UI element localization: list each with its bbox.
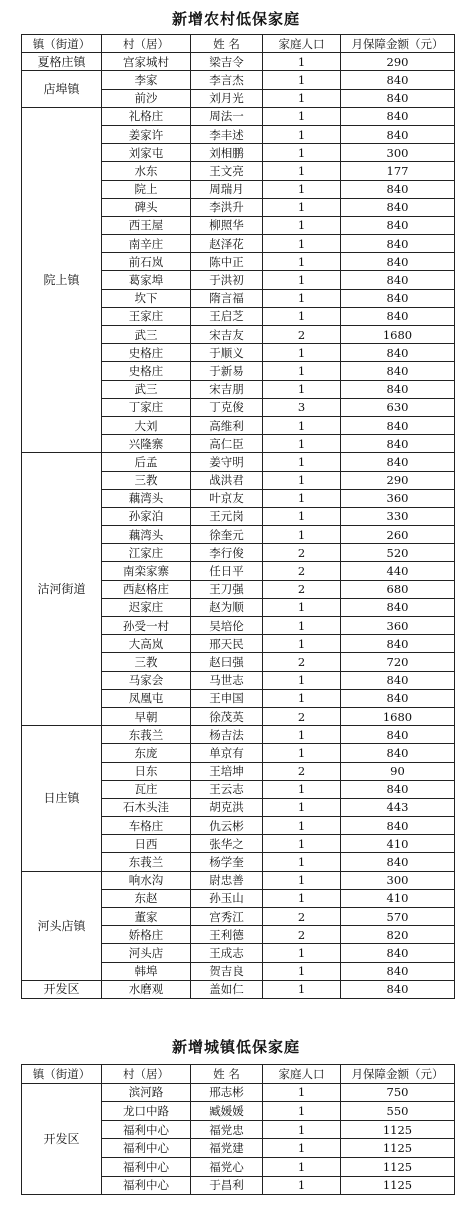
town-cell: 夏格庄镇 [22, 53, 102, 71]
family-size-cell: 1 [263, 362, 341, 380]
family-size-cell: 2 [263, 326, 341, 344]
village-cell: 藕湾头 [102, 526, 191, 544]
family-size-cell: 1 [263, 671, 341, 689]
name-cell: 叶京友 [191, 489, 263, 507]
name-cell: 战洪君 [191, 471, 263, 489]
family-size-cell: 1 [263, 53, 341, 71]
village-cell: 姜家许 [102, 125, 191, 143]
family-size-cell: 1 [263, 962, 341, 980]
name-cell: 福党建 [191, 1139, 263, 1158]
monthly-amount-cell: 720 [341, 653, 455, 671]
name-cell: 胡克洪 [191, 798, 263, 816]
village-cell: 东莪兰 [102, 726, 191, 744]
name-cell: 王申国 [191, 689, 263, 707]
village-cell: 武三 [102, 380, 191, 398]
family-size-cell: 2 [263, 926, 341, 944]
family-size-cell: 1 [263, 253, 341, 271]
family-size-cell: 1 [263, 344, 341, 362]
name-cell: 梁吉令 [191, 53, 263, 71]
village-cell: 车格庄 [102, 817, 191, 835]
family-size-cell: 1 [263, 216, 341, 234]
monthly-amount-cell: 820 [341, 926, 455, 944]
monthly-amount-cell: 840 [341, 671, 455, 689]
monthly-amount-cell: 840 [341, 598, 455, 616]
family-size-cell: 1 [263, 598, 341, 616]
monthly-amount-cell: 570 [341, 908, 455, 926]
name-cell: 于顺义 [191, 344, 263, 362]
village-cell: 河头店 [102, 944, 191, 962]
monthly-amount-cell: 90 [341, 762, 455, 780]
village-cell: 院上 [102, 180, 191, 198]
monthly-amount-cell: 1125 [341, 1176, 455, 1195]
name-cell: 王成志 [191, 944, 263, 962]
village-cell: 史格庄 [102, 362, 191, 380]
monthly-amount-cell: 520 [341, 544, 455, 562]
table-row [22, 71, 455, 89]
family-size-cell: 1 [263, 507, 341, 525]
village-cell: 东庞 [102, 744, 191, 762]
village-cell: 孙家泊 [102, 507, 191, 525]
name-cell: 于新易 [191, 362, 263, 380]
name-cell: 邢天民 [191, 635, 263, 653]
family-size-cell: 2 [263, 562, 341, 580]
family-size-cell: 2 [263, 707, 341, 725]
urban-low-income-table [21, 1064, 455, 1195]
monthly-amount-cell: 1680 [341, 326, 455, 344]
name-cell: 臧媛媛 [191, 1102, 263, 1121]
monthly-amount-cell: 440 [341, 562, 455, 580]
village-cell: 凤凰屯 [102, 689, 191, 707]
town-cell: 日庄镇 [22, 726, 102, 872]
town-cell: 店埠镇 [22, 71, 102, 107]
village-cell: 石木头洼 [102, 798, 191, 816]
name-cell: 杨吉法 [191, 726, 263, 744]
family-size-cell: 1 [263, 416, 341, 434]
family-size-cell: 2 [263, 762, 341, 780]
table-row [22, 726, 455, 744]
village-cell: 迟家庄 [102, 598, 191, 616]
family-size-cell: 1 [263, 871, 341, 889]
monthly-amount-cell: 840 [341, 435, 455, 453]
family-size-cell: 1 [263, 835, 341, 853]
monthly-amount-cell: 840 [341, 271, 455, 289]
family-size-cell: 1 [263, 1139, 341, 1158]
family-size-cell: 1 [263, 71, 341, 89]
village-cell: 东莪兰 [102, 853, 191, 871]
name-cell: 单京有 [191, 744, 263, 762]
monthly-amount-cell: 550 [341, 1102, 455, 1121]
header-row [22, 35, 455, 53]
family-size-cell: 1 [263, 380, 341, 398]
village-cell: 大高岚 [102, 635, 191, 653]
family-size-cell: 1 [263, 889, 341, 907]
table-row [22, 53, 455, 71]
monthly-amount-cell: 840 [341, 380, 455, 398]
village-cell: 大刘 [102, 416, 191, 434]
village-cell: 娇格庄 [102, 926, 191, 944]
family-size-cell: 1 [263, 180, 341, 198]
monthly-amount-cell: 840 [341, 726, 455, 744]
monthly-amount-cell: 840 [341, 362, 455, 380]
name-cell: 贺吉良 [191, 962, 263, 980]
name-cell: 于洪初 [191, 271, 263, 289]
name-cell: 隋言福 [191, 289, 263, 307]
monthly-amount-cell: 1125 [341, 1120, 455, 1139]
family-size-cell: 2 [263, 908, 341, 926]
name-cell: 王刀强 [191, 580, 263, 598]
monthly-amount-cell: 840 [341, 125, 455, 143]
town-cell: 开发区 [22, 1083, 102, 1195]
name-cell: 王文亮 [191, 162, 263, 180]
monthly-amount-cell: 840 [341, 180, 455, 198]
monthly-amount-cell: 330 [341, 507, 455, 525]
village-cell: 韩埠 [102, 962, 191, 980]
name-cell: 李丰述 [191, 125, 263, 143]
monthly-amount-cell: 443 [341, 798, 455, 816]
family-size-cell: 1 [263, 689, 341, 707]
name-cell: 王培坤 [191, 762, 263, 780]
name-cell: 高仁臣 [191, 435, 263, 453]
name-cell: 柳照华 [191, 216, 263, 234]
monthly-amount-cell: 840 [341, 289, 455, 307]
family-size-cell: 1 [263, 289, 341, 307]
name-cell: 福党心 [191, 1157, 263, 1176]
name-cell: 马世志 [191, 671, 263, 689]
family-size-cell: 3 [263, 398, 341, 416]
monthly-amount-cell: 680 [341, 580, 455, 598]
name-cell: 杨学奎 [191, 853, 263, 871]
monthly-amount-cell: 260 [341, 526, 455, 544]
family-size-cell: 1 [263, 744, 341, 762]
family-size-cell: 1 [263, 798, 341, 816]
family-size-cell: 1 [263, 125, 341, 143]
village-cell: 前石岚 [102, 253, 191, 271]
family-size-cell: 1 [263, 271, 341, 289]
monthly-amount-cell: 840 [341, 307, 455, 325]
village-cell: 马家会 [102, 671, 191, 689]
family-size-cell: 1 [263, 944, 341, 962]
monthly-amount-cell: 840 [341, 853, 455, 871]
monthly-amount-cell: 840 [341, 744, 455, 762]
monthly-amount-cell: 840 [341, 689, 455, 707]
table-row [22, 1083, 455, 1102]
village-cell: 三教 [102, 653, 191, 671]
name-cell: 李洪升 [191, 198, 263, 216]
family-size-cell: 1 [263, 235, 341, 253]
village-cell: 日西 [102, 835, 191, 853]
monthly-amount-cell: 360 [341, 617, 455, 635]
name-cell: 姜守明 [191, 453, 263, 471]
table-row [22, 980, 455, 998]
monthly-amount-cell: 840 [341, 944, 455, 962]
monthly-amount-cell: 410 [341, 889, 455, 907]
village-cell: 礼格庄 [102, 107, 191, 125]
column-header: 家庭人口 [263, 1065, 341, 1084]
village-cell: 福利中心 [102, 1157, 191, 1176]
village-cell: 三教 [102, 471, 191, 489]
monthly-amount-cell: 750 [341, 1083, 455, 1102]
column-header: 村（居） [102, 1065, 191, 1084]
family-size-cell: 2 [263, 544, 341, 562]
family-size-cell: 1 [263, 144, 341, 162]
village-cell: 响水沟 [102, 871, 191, 889]
monthly-amount-cell: 840 [341, 980, 455, 998]
family-size-cell: 1 [263, 1083, 341, 1102]
monthly-amount-cell: 840 [341, 235, 455, 253]
name-cell: 李行俊 [191, 544, 263, 562]
name-cell: 盖如仁 [191, 980, 263, 998]
family-size-cell: 1 [263, 526, 341, 544]
village-cell: 滨河路 [102, 1083, 191, 1102]
village-cell: 东赵 [102, 889, 191, 907]
name-cell: 仇云彬 [191, 817, 263, 835]
family-size-cell: 1 [263, 453, 341, 471]
family-size-cell: 1 [263, 617, 341, 635]
village-cell: 碑头 [102, 198, 191, 216]
column-header: 姓 名 [191, 1065, 263, 1084]
village-cell: 龙口中路 [102, 1102, 191, 1121]
monthly-amount-cell: 840 [341, 344, 455, 362]
name-cell: 王利德 [191, 926, 263, 944]
village-cell: 葛家埠 [102, 271, 191, 289]
village-cell: 坎下 [102, 289, 191, 307]
urban-table-title: 新增城镇低保家庭 [171, 1038, 300, 1056]
monthly-amount-cell: 1125 [341, 1157, 455, 1176]
town-cell: 沽河街道 [22, 453, 102, 726]
family-size-cell: 1 [263, 89, 341, 107]
name-cell: 丁克俊 [191, 398, 263, 416]
village-cell: 孙受一村 [102, 617, 191, 635]
family-size-cell: 1 [263, 635, 341, 653]
monthly-amount-cell: 290 [341, 53, 455, 71]
village-cell: 兴隆寨 [102, 435, 191, 453]
monthly-amount-cell: 177 [341, 162, 455, 180]
village-cell: 刘家屯 [102, 144, 191, 162]
name-cell: 刘相鹏 [191, 144, 263, 162]
name-cell: 高维利 [191, 416, 263, 434]
name-cell: 吴培伦 [191, 617, 263, 635]
name-cell: 任日平 [191, 562, 263, 580]
family-size-cell: 1 [263, 1176, 341, 1195]
name-cell: 张华之 [191, 835, 263, 853]
table-row [22, 107, 455, 125]
village-cell: 史格庄 [102, 344, 191, 362]
family-size-cell: 2 [263, 580, 341, 598]
family-size-cell: 1 [263, 726, 341, 744]
name-cell: 尉忠善 [191, 871, 263, 889]
village-cell: 董家 [102, 908, 191, 926]
monthly-amount-cell: 300 [341, 144, 455, 162]
village-cell: 武三 [102, 326, 191, 344]
name-cell: 周法一 [191, 107, 263, 125]
monthly-amount-cell: 840 [341, 198, 455, 216]
family-size-cell: 1 [263, 853, 341, 871]
monthly-amount-cell: 840 [341, 635, 455, 653]
village-cell: 西赵格庄 [102, 580, 191, 598]
village-cell: 早朝 [102, 707, 191, 725]
village-cell: 西王屋 [102, 216, 191, 234]
column-header: 镇（街道） [22, 35, 102, 53]
family-size-cell: 1 [263, 198, 341, 216]
family-size-cell: 1 [263, 162, 341, 180]
village-cell: 前沙 [102, 89, 191, 107]
monthly-amount-cell: 840 [341, 817, 455, 835]
town-cell: 开发区 [22, 980, 102, 998]
monthly-amount-cell: 290 [341, 471, 455, 489]
name-cell: 于昌利 [191, 1176, 263, 1195]
monthly-amount-cell: 300 [341, 871, 455, 889]
town-cell: 河头店镇 [22, 871, 102, 980]
header-row [22, 1065, 455, 1084]
family-size-cell: 1 [263, 980, 341, 998]
name-cell: 宫秀江 [191, 908, 263, 926]
village-cell: 丁家庄 [102, 398, 191, 416]
monthly-amount-cell: 840 [341, 453, 455, 471]
name-cell: 王启芝 [191, 307, 263, 325]
family-size-cell: 1 [263, 307, 341, 325]
name-cell: 赵曰强 [191, 653, 263, 671]
village-cell: 日东 [102, 762, 191, 780]
name-cell: 赵为顺 [191, 598, 263, 616]
name-cell: 王元岗 [191, 507, 263, 525]
column-header: 镇（街道） [22, 1065, 102, 1084]
column-header: 家庭人口 [263, 35, 341, 53]
village-cell: 福利中心 [102, 1120, 191, 1139]
column-header: 月保障金额（元） [341, 1065, 455, 1084]
column-header: 村（居） [102, 35, 191, 53]
name-cell: 徐奎元 [191, 526, 263, 544]
village-cell: 南辛庄 [102, 235, 191, 253]
monthly-amount-cell: 840 [341, 780, 455, 798]
table-row [22, 453, 455, 471]
village-cell: 宫家城村 [102, 53, 191, 71]
family-size-cell: 1 [263, 1157, 341, 1176]
name-cell: 宋吉朋 [191, 380, 263, 398]
monthly-amount-cell: 840 [341, 416, 455, 434]
table-row [22, 871, 455, 889]
family-size-cell: 1 [263, 780, 341, 798]
monthly-amount-cell: 410 [341, 835, 455, 853]
village-cell: 南栾家寨 [102, 562, 191, 580]
monthly-amount-cell: 630 [341, 398, 455, 416]
name-cell: 李言杰 [191, 71, 263, 89]
village-cell: 江家庄 [102, 544, 191, 562]
family-size-cell: 1 [263, 1120, 341, 1139]
village-cell: 后孟 [102, 453, 191, 471]
column-header: 姓 名 [191, 35, 263, 53]
name-cell: 福党忠 [191, 1120, 263, 1139]
monthly-amount-cell: 840 [341, 89, 455, 107]
village-cell: 瓦庄 [102, 780, 191, 798]
name-cell: 刘月光 [191, 89, 263, 107]
family-size-cell: 1 [263, 107, 341, 125]
rural-low-income-table [21, 34, 455, 999]
monthly-amount-cell: 840 [341, 253, 455, 271]
name-cell: 赵泽花 [191, 235, 263, 253]
column-header: 月保障金额（元） [341, 35, 455, 53]
monthly-amount-cell: 1680 [341, 707, 455, 725]
village-cell: 藕湾头 [102, 489, 191, 507]
monthly-amount-cell: 1125 [341, 1139, 455, 1158]
name-cell: 孙玉山 [191, 889, 263, 907]
family-size-cell: 1 [263, 471, 341, 489]
village-cell: 李家 [102, 71, 191, 89]
name-cell: 宋吉友 [191, 326, 263, 344]
name-cell: 邢志彬 [191, 1083, 263, 1102]
village-cell: 水东 [102, 162, 191, 180]
family-size-cell: 1 [263, 1102, 341, 1121]
family-size-cell: 1 [263, 489, 341, 507]
name-cell: 周瑞月 [191, 180, 263, 198]
family-size-cell: 1 [263, 817, 341, 835]
rural-table-title: 新增农村低保家庭 [171, 10, 300, 28]
name-cell: 陈中正 [191, 253, 263, 271]
family-size-cell: 2 [263, 653, 341, 671]
village-cell: 王家庄 [102, 307, 191, 325]
monthly-amount-cell: 840 [341, 216, 455, 234]
name-cell: 王云志 [191, 780, 263, 798]
monthly-amount-cell: 360 [341, 489, 455, 507]
village-cell: 福利中心 [102, 1176, 191, 1195]
monthly-amount-cell: 840 [341, 71, 455, 89]
monthly-amount-cell: 840 [341, 107, 455, 125]
family-size-cell: 1 [263, 435, 341, 453]
town-cell: 院上镇 [22, 107, 102, 453]
monthly-amount-cell: 840 [341, 962, 455, 980]
village-cell: 水磨观 [102, 980, 191, 998]
village-cell: 福利中心 [102, 1139, 191, 1158]
name-cell: 徐茂英 [191, 707, 263, 725]
